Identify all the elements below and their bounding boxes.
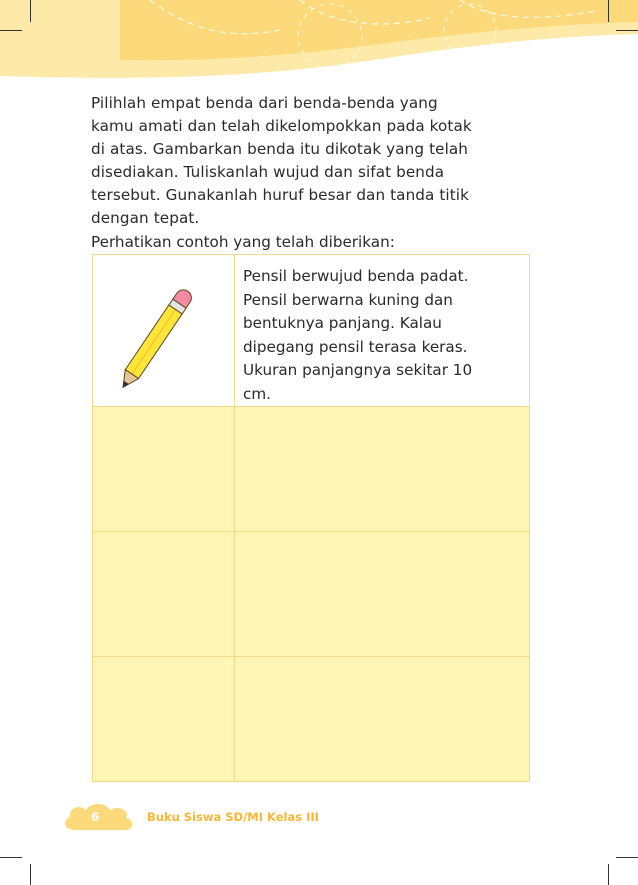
cloud-icon [60, 800, 140, 836]
writing-box[interactable] [235, 657, 530, 782]
example-intro-text: Perhatikan contoh yang telah diberikan: [91, 233, 395, 251]
instruction-line: tersebut. Gunakanlah huruf besar dan tanda titik [91, 186, 470, 204]
table-row-blank [93, 657, 530, 782]
instruction-line: kamu amati dan telah dikelompokkan pada kotak [91, 117, 472, 135]
instruction-line: dengan tepat. [91, 209, 200, 227]
crop-mark-top-right-v [608, 0, 609, 22]
crop-mark-bottom-left-v [30, 864, 31, 885]
table-row-blank [93, 532, 530, 657]
crop-mark-top-left-h [0, 30, 22, 31]
drawing-box[interactable] [93, 532, 235, 657]
description-cell [235, 255, 530, 407]
crop-mark-bottom-right-h [616, 857, 638, 858]
table-row-example [93, 255, 530, 407]
crop-mark-top-left-v [30, 0, 31, 22]
worksheet-table [92, 254, 530, 782]
pencil-icon [93, 255, 235, 406]
writing-box[interactable] [235, 407, 530, 532]
table-row-blank [93, 407, 530, 532]
instruction-line: Pilihlah empat benda dari benda-benda yang [91, 94, 438, 112]
book-title: Buku Siswa SD/MI Kelas III [147, 810, 319, 824]
instruction-line: disediakan. Tuliskanlah wujud dan sifat benda [91, 163, 445, 181]
crop-mark-top-right-h [616, 30, 638, 31]
drawing-box[interactable] [93, 407, 235, 532]
instruction-line: di atas. Gambarkan benda itu dikotak yang telah [91, 140, 469, 158]
crop-mark-bottom-left-h [0, 857, 22, 858]
writing-box[interactable] [235, 532, 530, 657]
crop-mark-bottom-right-v [608, 864, 609, 885]
instructions-paragraph [91, 92, 531, 230]
drawing-box[interactable] [93, 657, 235, 782]
picture-cell [93, 255, 235, 407]
page-number: 6 [91, 810, 100, 824]
example-description: Pensil berwujud benda padat. Pensil berwarna kuning dan bentuknya panjang. Kalau dipegang pensil terasa keras. Ukuran panjangnya sekitar 10 cm. [243, 267, 473, 403]
